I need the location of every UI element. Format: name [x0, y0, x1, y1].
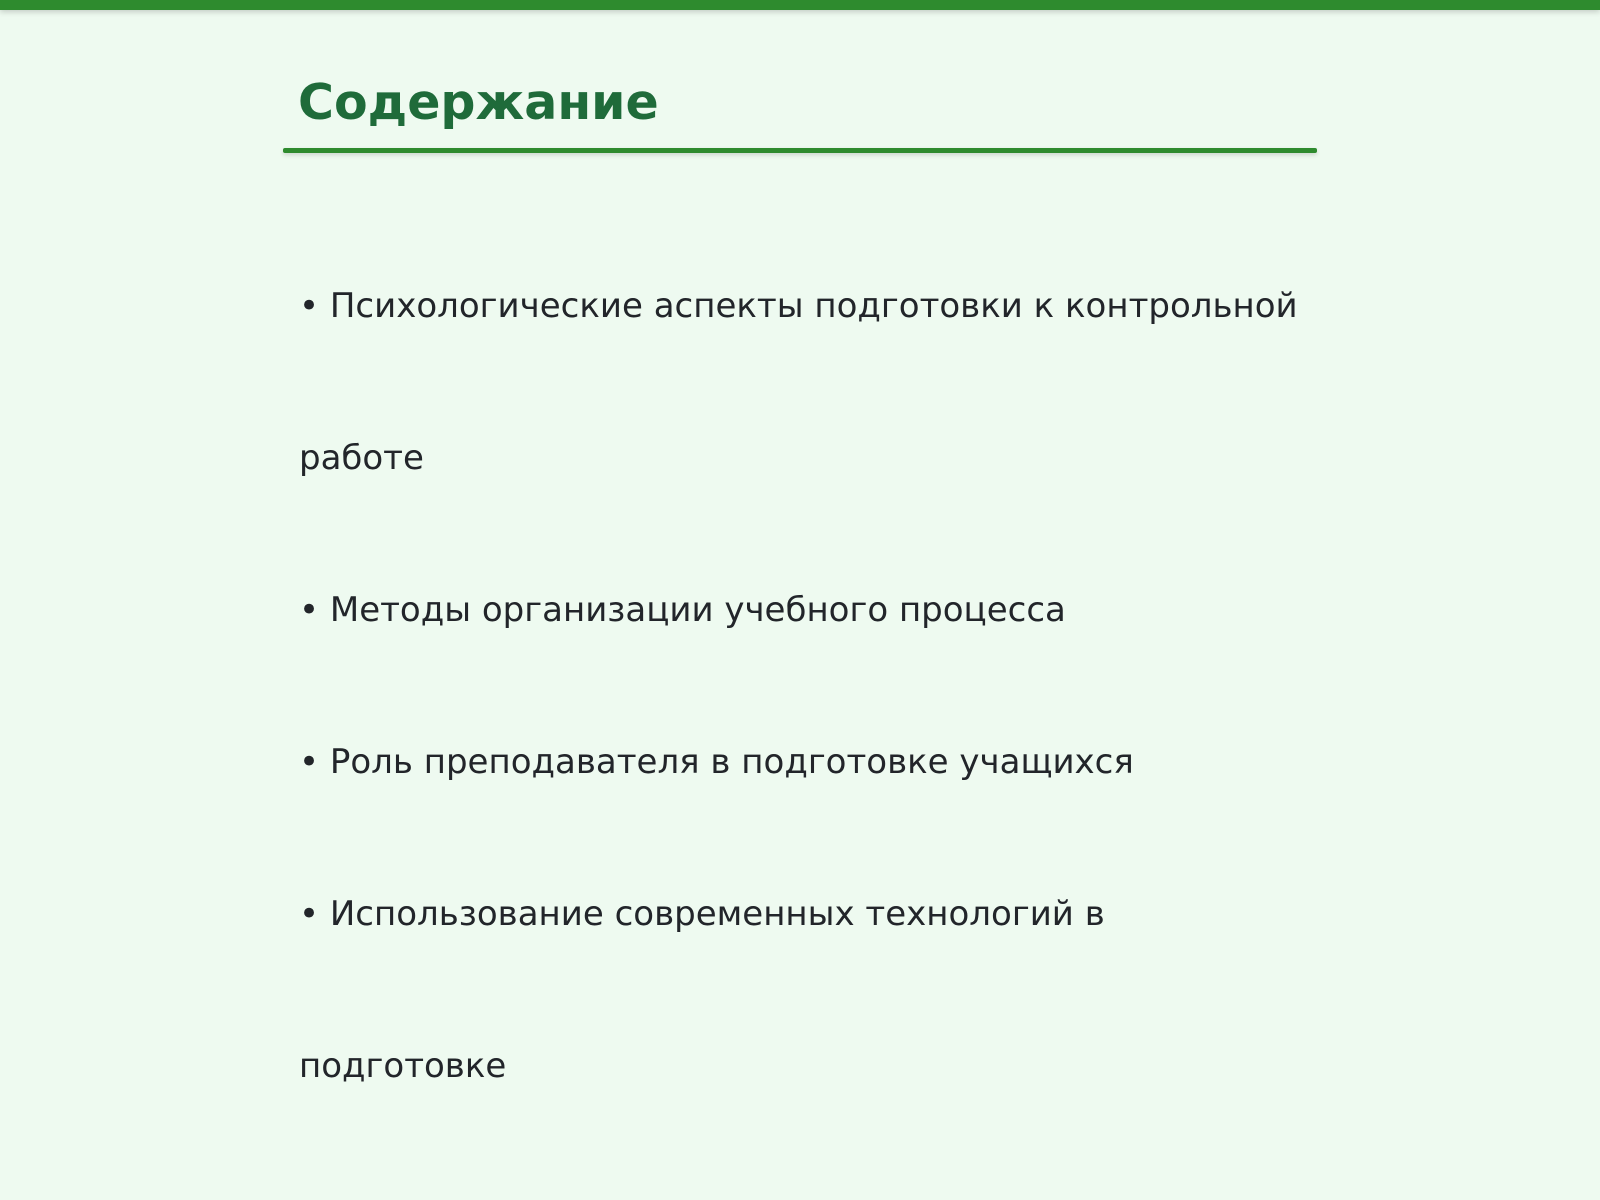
content-line: работе — [299, 438, 424, 478]
content-line: • Использование современных технологий в — [299, 894, 1105, 934]
content-line: • Методы организации учебного процесса — [299, 590, 1066, 630]
slide-title: Содержание — [298, 74, 659, 131]
content-list — [299, 266, 1329, 1178]
top-accent-bar — [0, 0, 1600, 10]
title-underline — [283, 148, 1317, 153]
content-line: подготовке — [299, 1046, 507, 1086]
content-line: • Психологические аспекты подготовки к контрольной — [299, 286, 1298, 326]
content-line: • Роль преподавателя в подготовке учащихся — [299, 742, 1134, 782]
